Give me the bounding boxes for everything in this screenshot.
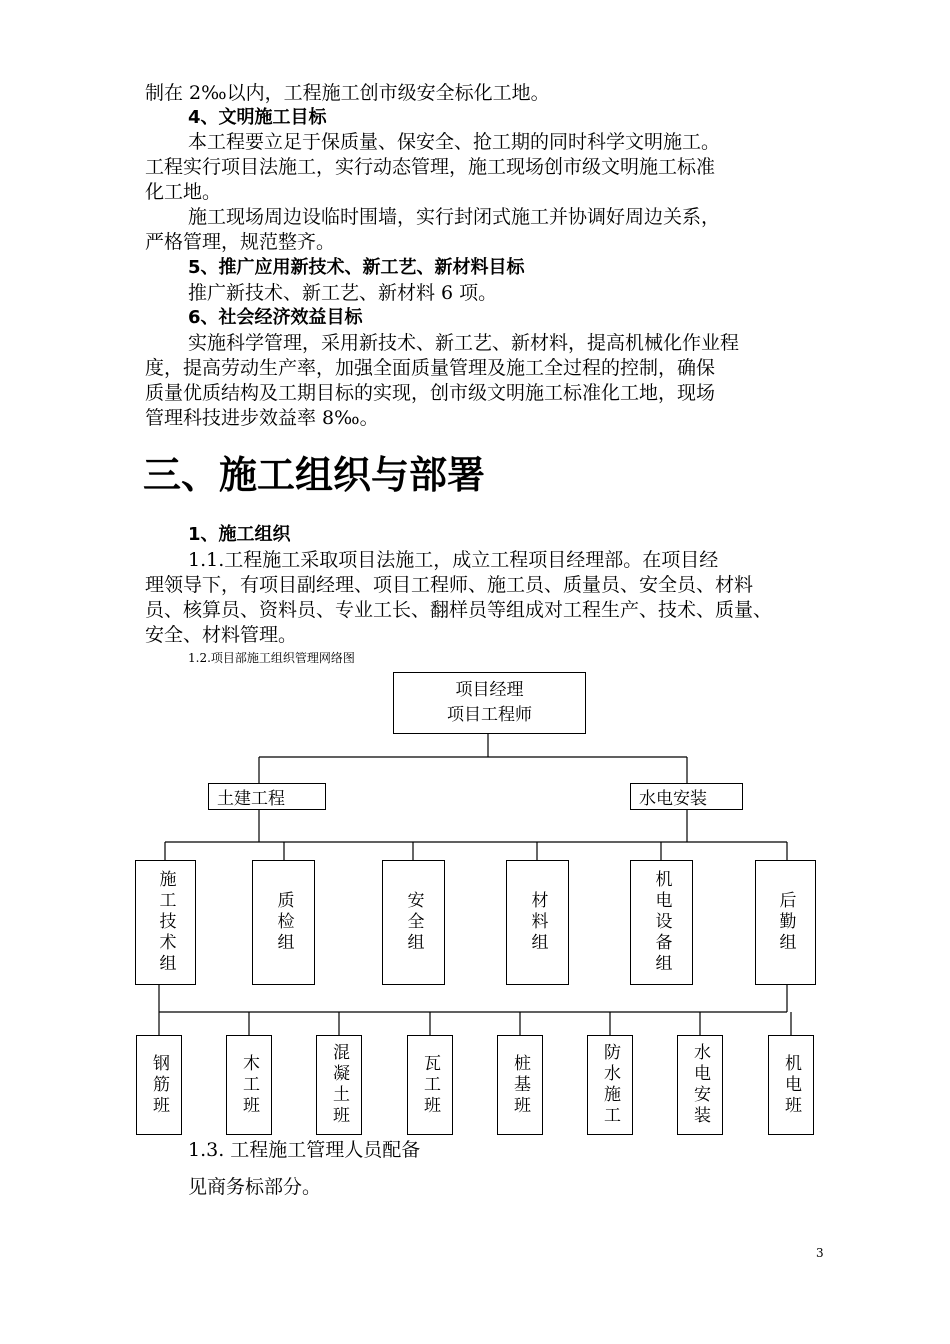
org-box-equipment-group [630, 860, 693, 985]
text-line: 管理科技进步效益率 8‰。 [145, 407, 379, 429]
heading-new-tech: 5、推广应用新技术、新工艺、新材料目标 [188, 257, 525, 278]
text-line: 化工地。 [145, 181, 222, 203]
text-line: 制在 2‰以内，工程施工创市级安全标化工地。 [145, 82, 550, 104]
page-number: 3 [816, 1246, 824, 1260]
org-box-team-waterproofing [587, 1035, 633, 1135]
org-box-label: 机电设备组 [651, 870, 672, 975]
org-box-water-electric: 水电安装 [630, 783, 743, 810]
text-line: 员、核算员、资料员、专业工长、翻样员等组成对工程生产、技术、质量、 [145, 599, 773, 621]
text-line: 施工现场周边设临时围墙，实行封闭式施工并协调好周边关系， [188, 206, 721, 228]
text-line: 见商务标部分。 [188, 1176, 322, 1198]
subsection-title: 1、施工组织 [188, 524, 291, 545]
org-box-line: 项目经理 [455, 680, 524, 700]
heading-civilized-construction: 4、文明施工目标 [188, 107, 327, 128]
org-box-team-rebar [136, 1035, 182, 1135]
org-box-label: 机电班 [781, 1053, 801, 1117]
org-box-label: 质检组 [273, 891, 294, 954]
org-box-civil-engineering: 土建工程 [208, 783, 326, 810]
org-box-label: 钢筋班 [149, 1053, 169, 1117]
org-box-label: 水电安装 [690, 1043, 710, 1127]
org-box-label: 安全组 [403, 891, 424, 954]
section-title: 三、施工组织与部署 [143, 453, 486, 497]
org-box-team-mechanical-electric [768, 1035, 814, 1135]
text-line: 质量优质结构及工期目标的实现，创市级文明施工标准化工地，现场 [145, 382, 716, 404]
org-box-line: 项目工程师 [447, 705, 532, 725]
org-box-logistics-group [755, 860, 816, 985]
org-box-team-concrete [316, 1035, 362, 1135]
org-box-label: 材料组 [527, 891, 548, 954]
org-box-project-manager [393, 672, 586, 734]
text-line: 安全、材料管理。 [145, 624, 298, 646]
org-box-team-masonry [407, 1035, 453, 1135]
org-box-label: 后勤组 [775, 891, 796, 954]
org-box-label: 瓦工班 [420, 1053, 440, 1117]
org-box-safety-group [382, 860, 445, 985]
org-box-label: 防水施工 [600, 1043, 620, 1127]
org-box-team-piling [497, 1035, 543, 1135]
org-box-label: 混凝土班 [329, 1043, 349, 1127]
text-line: 工程实行项目法施工，实行动态管理，施工现场创市级文明施工标准 [145, 156, 716, 178]
org-box-tech-group [135, 860, 196, 985]
heading-social-economic: 6、社会经济效益目标 [188, 307, 363, 328]
text-line: 度，提高劳动生产率，加强全面质量管理及施工全过程的控制，确保 [145, 357, 716, 379]
org-box-material-group [506, 860, 569, 985]
text-line: 实施科学管理，采用新技术、新工艺、新材料，提高机械化作业程 [188, 332, 740, 354]
text-line: 1.3. 工程施工管理人员配备 [188, 1139, 421, 1161]
org-box-label: 木工班 [239, 1053, 259, 1117]
chart-caption: 1.2.项目部施工组织管理网络图 [188, 651, 355, 665]
org-box-quality-group [252, 860, 315, 985]
org-box-team-plumbing-electric [677, 1035, 723, 1135]
org-box-label: 桩基班 [510, 1053, 530, 1117]
text-line: 1.1.工程施工采取项目法施工，成立工程项目经理部。在项目经 [188, 549, 719, 571]
text-line: 理领导下，有项目副经理、项目工程师、施工员、质量员、安全员、材料 [145, 574, 754, 596]
text-line: 推广新技术、新工艺、新材料 6 项。 [188, 282, 498, 304]
text-line: 严格管理，规范整齐。 [145, 231, 336, 253]
org-box-label: 施工技术组 [155, 870, 176, 975]
text-line: 本工程要立足于保质量、保安全、抢工期的同时科学文明施工。 [188, 131, 721, 153]
org-box-team-carpentry [226, 1035, 272, 1135]
